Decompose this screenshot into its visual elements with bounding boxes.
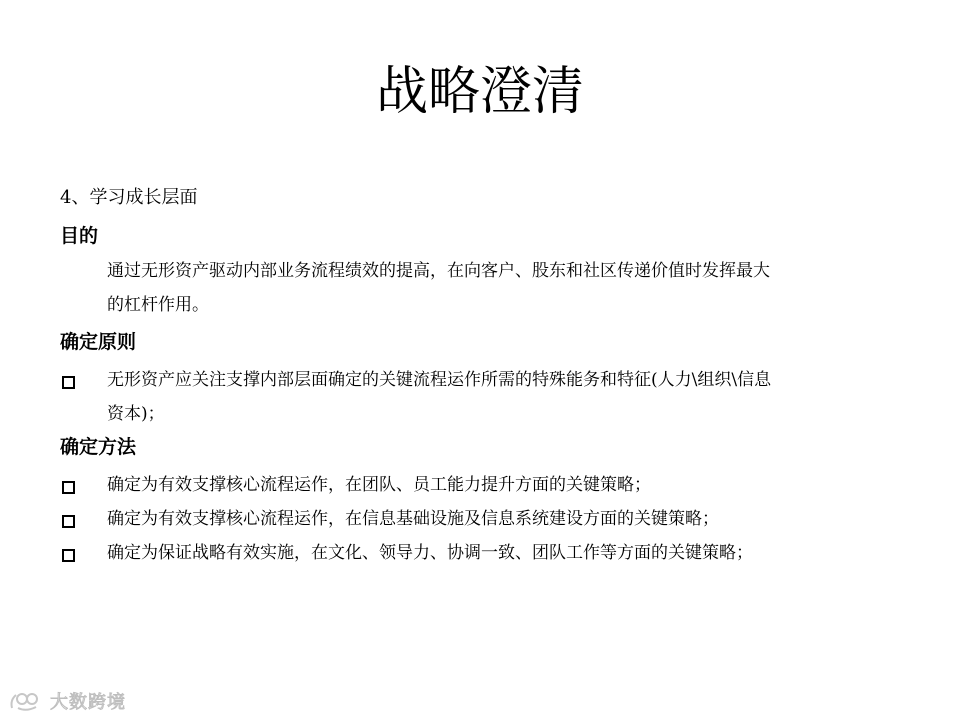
slide-title: 战略澄清: [375, 62, 584, 122]
bullet-text: 确定为有效支撑核心流程运作，在信息基础设施及信息系统建设方面的关键策略；: [107, 509, 719, 529]
bullet-text: 确定为有效支撑核心流程运作，在团队、员工能力提升方面的关键策略；: [107, 475, 651, 495]
square-bullet-icon: [62, 515, 75, 528]
bullet-text: 确定为保证战略有效实施，在文化、领导力、协调一致、团队工作等方面的关键策略；: [107, 543, 753, 563]
square-bullet-icon: [62, 376, 75, 389]
logo-icon: [8, 690, 44, 712]
purpose-heading: 目的: [60, 225, 99, 247]
watermark-text: 大数跨境: [50, 692, 126, 713]
purpose-line: 的杠杆作用。: [107, 295, 209, 315]
square-bullet-icon: [62, 481, 75, 494]
purpose-text: [107, 254, 867, 322]
purpose-line: 通过无形资产驱动内部业务流程绩效的提高，在向客户、股东和社区传递价值时发挥最大: [107, 261, 770, 281]
bullet-line: 资本)；: [107, 404, 165, 424]
method-heading: 确定方法: [60, 436, 137, 458]
bullet-text: [107, 363, 867, 431]
bullet-line: 无形资产应关注支撑内部层面确定的关键流程运作所需的特殊能务和特征(人力\组织\信息: [107, 370, 772, 390]
square-bullet-icon: [62, 549, 75, 562]
principle-heading: 确定原则: [60, 331, 137, 353]
watermark: [8, 688, 126, 714]
section-label: 4、学习成长层面: [60, 187, 198, 208]
